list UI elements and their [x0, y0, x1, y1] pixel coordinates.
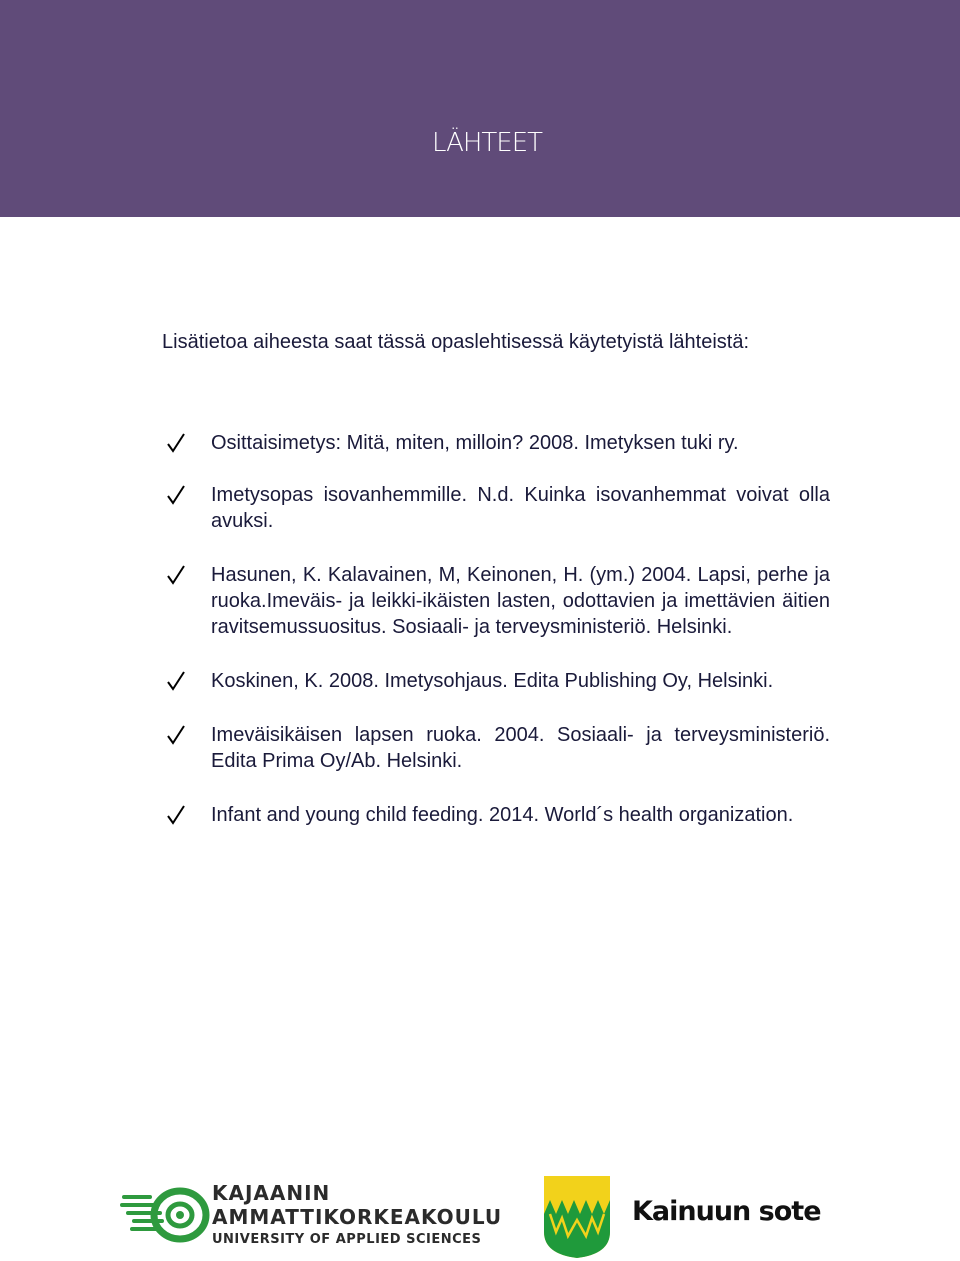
page-title: LÄHTEET: [432, 128, 543, 158]
checkmark-icon: [167, 484, 185, 506]
kamk-emblem-icon: [120, 1173, 210, 1253]
reference-item: [167, 562, 830, 640]
reference-item: [167, 668, 830, 694]
reference-text: Infant and young child feeding. 2014. World´s health organization.: [211, 804, 794, 826]
reference-item: [167, 802, 830, 828]
reference-list: [167, 430, 830, 856]
kamk-line-1: KAJAANIN: [212, 1181, 331, 1205]
reference-item: [167, 482, 830, 534]
reference-item: [167, 430, 830, 456]
reference-text: Koskinen, K. 2008. Imetysohjaus. Edita Publishing Oy, Helsinki.: [211, 670, 774, 692]
kamk-line-2: AMMATTIKORKEAKOULU: [212, 1205, 503, 1229]
reference-item: [167, 722, 830, 774]
reference-text: Osittaisimetys: Mitä, miten, milloin? 2008. Imetyksen tuki ry.: [211, 432, 739, 454]
reference-text: Imeväisikäisen lapsen ruoka. 2004. Sosiaali- ja terveysministeriö. Edita Prima Oy/Ab. Helsinki.: [211, 724, 830, 772]
checkmark-icon: [167, 724, 185, 746]
intro-paragraph: Lisätietoa aiheesta saat tässä opaslehtisessä käytetyistä lähteistä:: [162, 331, 750, 353]
checkmark-icon: [167, 564, 185, 586]
kamk-line-3: UNIVERSITY OF APPLIED SCIENCES: [212, 1232, 482, 1247]
kainuu-shield-icon: [542, 1174, 612, 1260]
kamk-logo: [120, 1173, 503, 1258]
reference-text: Imetysopas isovanhemmille. N.d. Kuinka isovanhemmat voivat olla avuksi.: [211, 484, 830, 532]
footer-logos: [0, 1165, 960, 1261]
kainuun-sote-wordmark: Kainuun sote: [632, 1196, 821, 1227]
kamk-wordmark: [212, 1181, 502, 1251]
header-banner: [0, 0, 960, 217]
checkmark-icon: [167, 432, 185, 454]
checkmark-icon: [167, 670, 185, 692]
reference-text: Hasunen, K. Kalavainen, M, Keinonen, H. (ym.) 2004. Lapsi, perhe ja ruoka.Imeväis- ja leikki-ikäisten lasten, odottavien ja imettävien äitien ravitsemussuositus. Sosiaali- ja terveysministeriö. Helsinki.: [211, 564, 830, 638]
checkmark-icon: [167, 804, 185, 826]
